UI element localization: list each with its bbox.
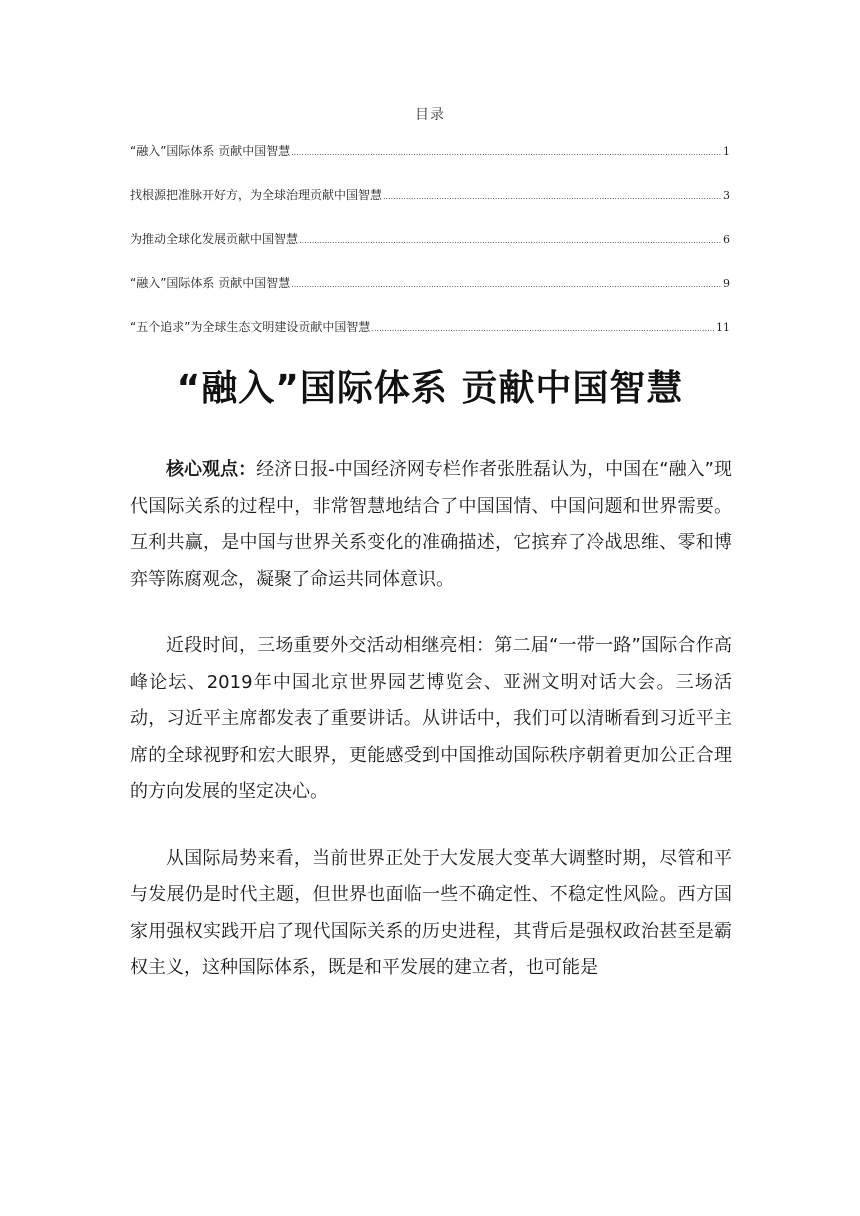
toc-entry-3[interactable] <box>130 230 730 252</box>
toc-leader-dots <box>371 325 715 333</box>
core-viewpoint-label: 核心观点： <box>166 459 257 480</box>
toc-entry-4[interactable] <box>130 274 730 296</box>
toc-leader-dots <box>291 281 722 289</box>
toc-leader-dots <box>299 237 722 245</box>
table-of-contents <box>130 142 730 362</box>
paragraph-core-viewpoint <box>130 452 732 598</box>
toc-entry-text: 为推动全球化发展贡献中国智慧 <box>130 232 299 246</box>
toc-title: 目录 <box>415 107 445 123</box>
toc-page-number: 1 <box>723 145 730 158</box>
toc-entry-text: “五个追求”为全球生态文明建设贡献中国智慧 <box>130 320 371 334</box>
toc-entry-text: 找根源把准脉开好方，为全球治理贡献中国智慧 <box>130 188 383 202</box>
toc-page-number: 11 <box>716 321 730 334</box>
toc-page-number: 9 <box>723 277 730 290</box>
paragraph <box>130 628 732 811</box>
toc-entry-text: “融入”国际体系 贡献中国智慧 <box>130 276 291 290</box>
paragraph-text: 经济日报-中国经济网专栏作者张胜磊认为，中国在“融入”现代国际关系的过程中，非常智慧地结合了中国国情、中国问题和世界需要。互利共赢，是中国与世界关系变化的准确描述，它摈弃了冷战思维、零和博弈等陈腐观念，凝聚了命运共同体意识。 <box>130 459 732 590</box>
article-title: “融入”国际体系 贡献中国智慧 <box>176 368 684 409</box>
toc-leader-dots <box>291 149 722 157</box>
toc-entry-text: “融入”国际体系 贡献中国智慧 <box>130 144 291 158</box>
toc-leader-dots <box>383 193 722 201</box>
toc-entry-2[interactable] <box>130 186 730 208</box>
paragraph <box>130 841 732 987</box>
toc-entry-5[interactable] <box>130 318 730 340</box>
toc-entry-1[interactable] <box>130 142 730 164</box>
toc-page-number: 3 <box>723 189 730 202</box>
paragraph-text: 从国际局势来看，当前世界正处于大发展大变革大调整时期，尽管和平与发展仍是时代主题，但世界也面临一些不确定性、不稳定性风险。西方国家用强权实践开启了现代国际关系的历史进程，其背后是强权政治甚至是霸权主义，这种国际体系，既是和平发展的建立者，也可能是 <box>130 847 732 978</box>
article-body <box>130 452 732 1017</box>
toc-page-number: 6 <box>723 233 730 246</box>
paragraph-text: 近段时间，三场重要外交活动相继亮相：第二届“一带一路”国际合作高峰论坛、2019年中国北京世界园艺博览会、亚洲文明对话大会。三场活动，习近平主席都发表了重要讲话。从讲话中，我们可以清晰看到习近平主席的全球视野和宏大眼界，更能感受到中国推动国际秩序朝着更加公正合理的方向发展的坚定决心。 <box>130 635 732 802</box>
